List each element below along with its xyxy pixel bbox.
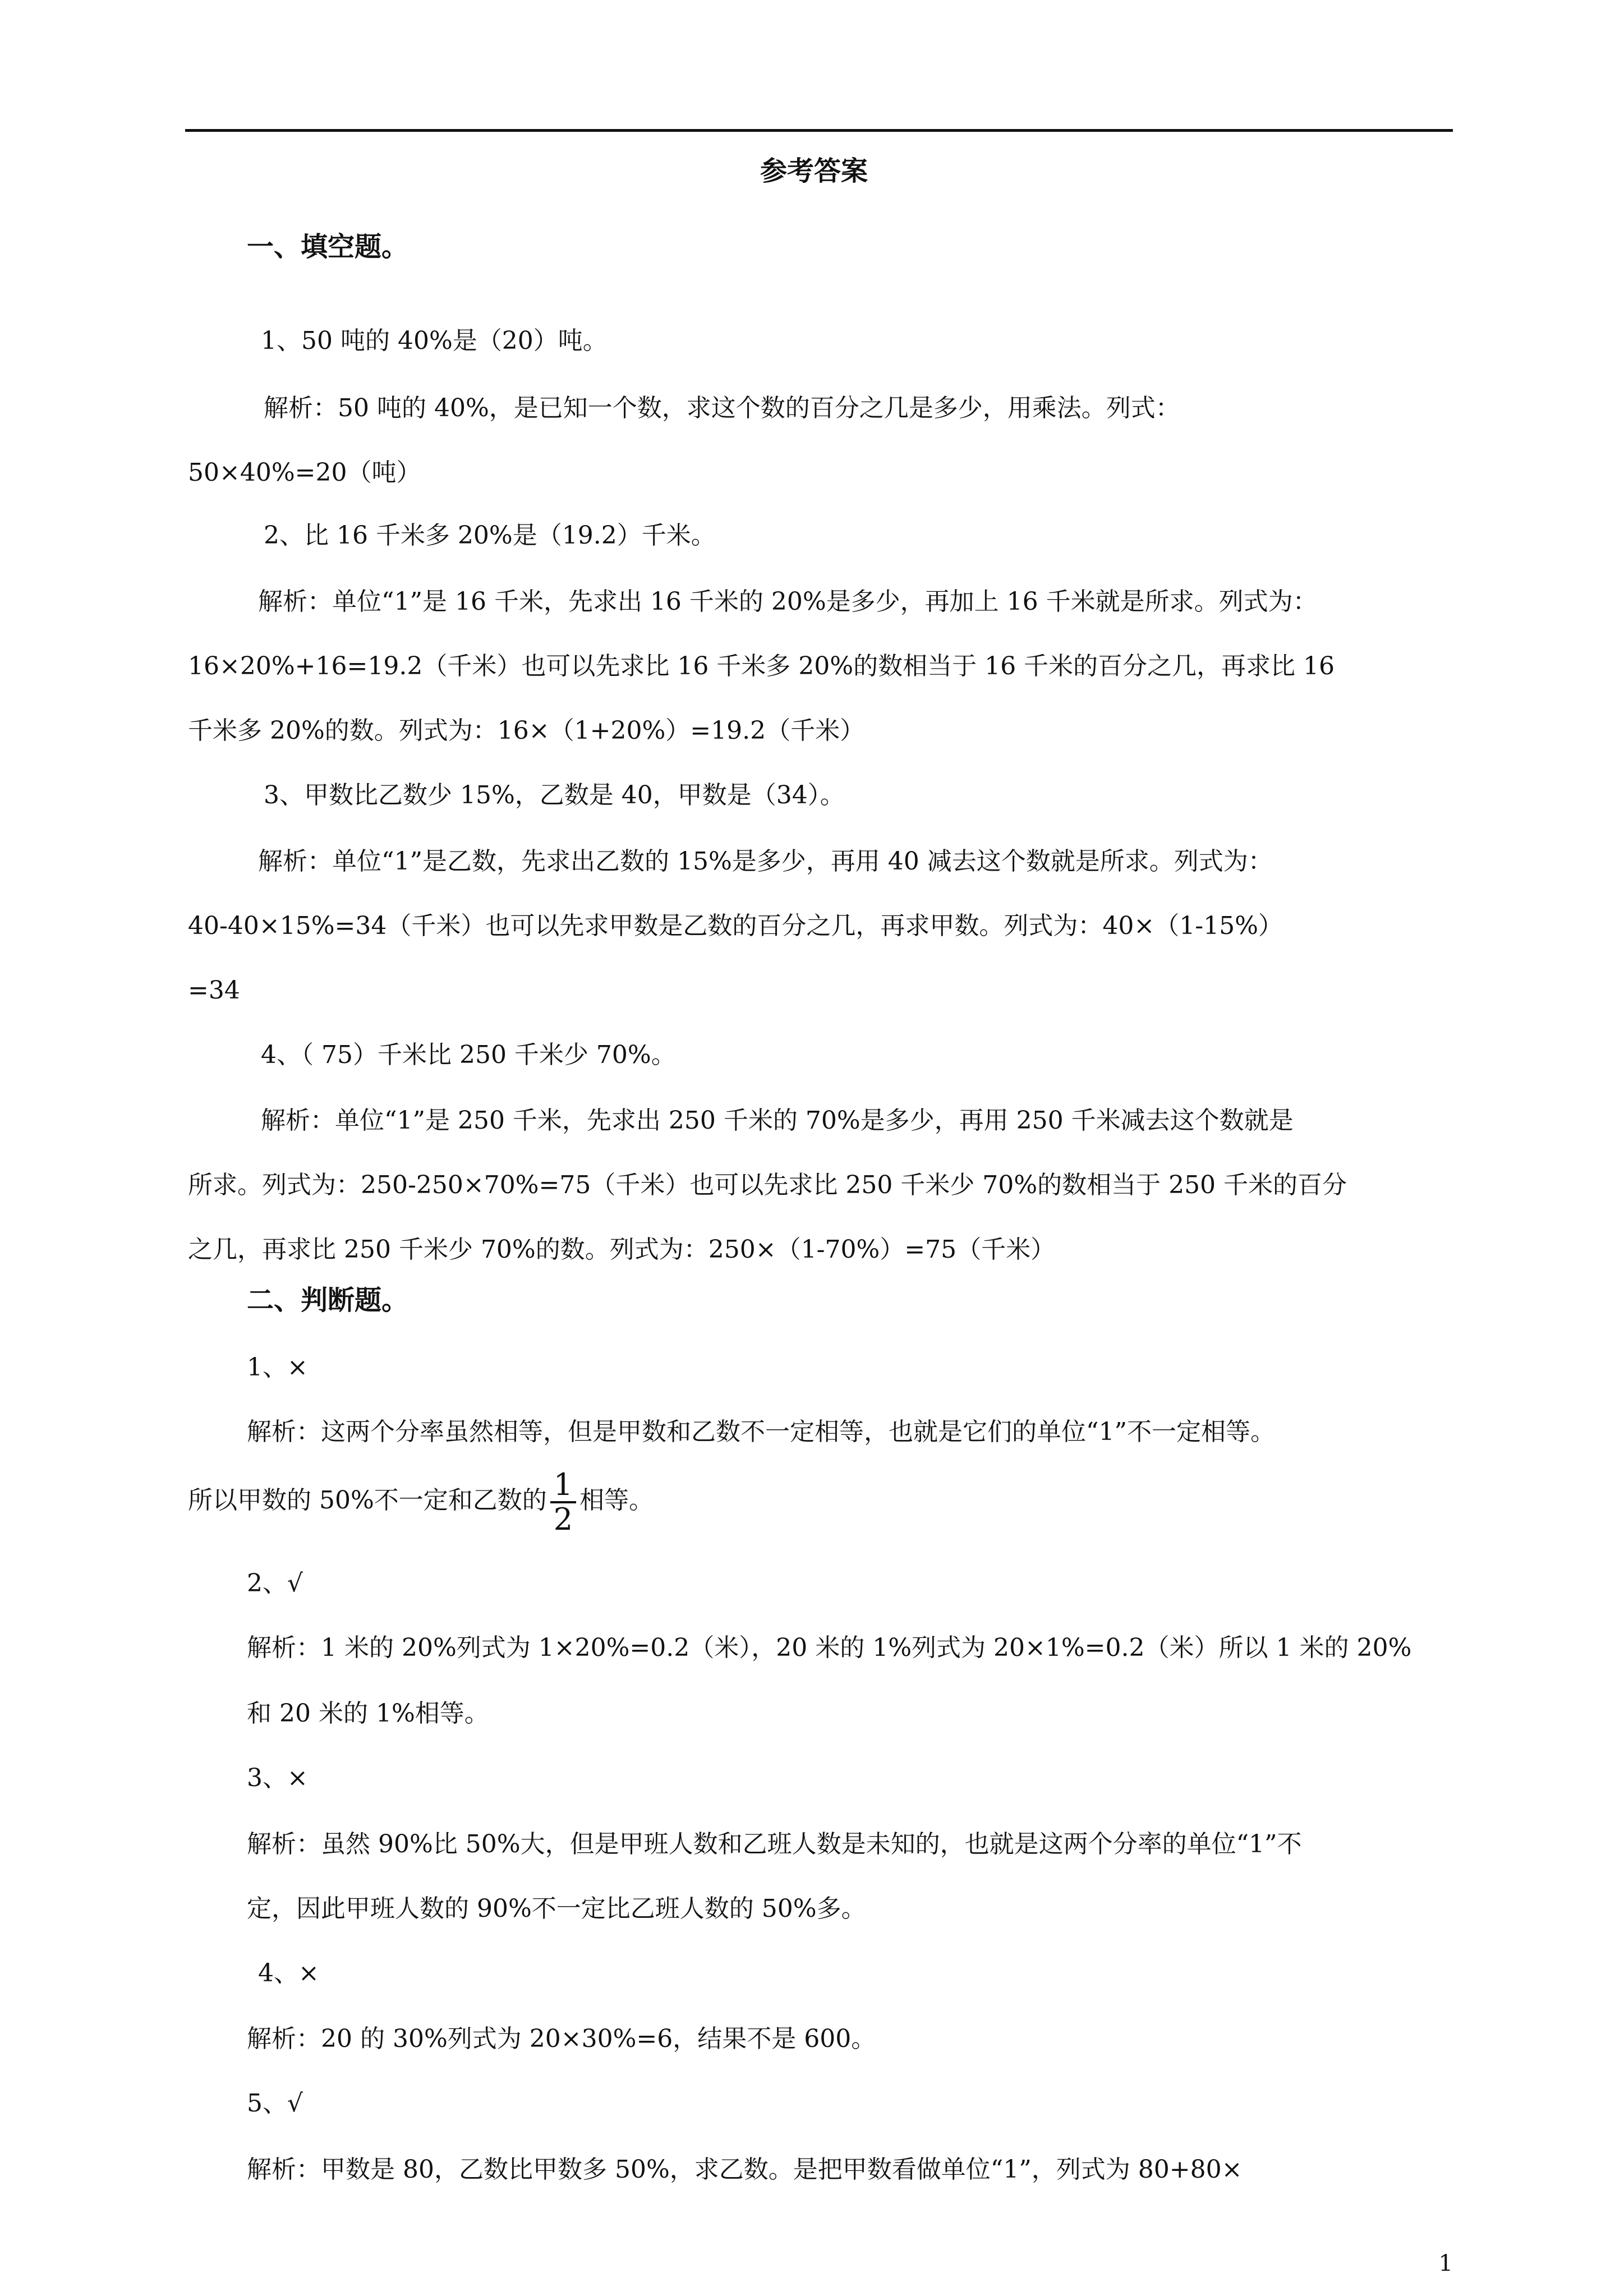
fraction-numerator: 1 [550,1469,576,1503]
judge-5-answer-line-1: 解析：甲数是 80，乙数比甲数多 50%，求乙数。是把甲数看做单位“1”，列式为 80+80× [247,2155,1243,2184]
answer-4-line-2: 所求。列式为：250-250×70%=75（千米）也可以先求比 250 千米少 70%的数相当于 250 千米的百分 [188,1171,1347,1199]
judge-5: 5、√ [247,2089,303,2118]
judge-4-answer-line-1: 解析：20 的 30%列式为 20×30%=6，结果不是 600。 [247,2024,876,2053]
judge-2-answer-line-2: 和 20 米的 1%相等。 [247,1699,489,1728]
answer-2-line-3: 千米多 20%的数。列式为：16×（1+20%）=19.2（千米） [188,716,865,745]
judge-3: 3、× [247,1764,308,1792]
fraction-denominator: 2 [553,1501,573,1537]
section-heading-fill-blank: 一、填空题。 [247,231,409,263]
answer-3-line-2: 40-40×15%=34（千米）也可以先求甲数是乙数的百分之几，再求甲数。列式为：40×（1-15%） [188,912,1283,940]
answer-4-line-3: 之几，再求比 250 千米少 70%的数。列式为：250×（1-70%）=75（千米） [188,1235,1056,1264]
page-number: 1 [1438,2251,1453,2276]
section-heading-true-false: 二、判断题。 [247,1285,409,1316]
judge-1-answer-line-1: 解析：这两个分率虽然相等，但是甲数和乙数不一定相等，也就是它们的单位“1”不一定相等。 [247,1418,1275,1446]
answer-4-line-1: 解析：单位“1”是 250 千米，先求出 250 千米的 70%是多少，再用 250 千米减去这个数就是 [261,1106,1294,1135]
header-rule [185,129,1453,132]
judge-2-answer-line-1: 解析：1 米的 20%列式为 1×20%=0.2（米），20 米的 1%列式为 20×1%=0.2（米）所以 1 米的 20% [247,1634,1412,1662]
judge-1-answer-line-2 [188,1464,654,1537]
answer-3-line-1: 解析：单位“1”是乙数，先求出乙数的 15%是多少，再用 40 减去这个数就是所求。列式为： [258,847,1273,876]
question-3: 3、甲数比乙数少 15%，乙数是 40，甲数是（34）。 [264,781,845,809]
judge-1-answer-text-pre: 所以甲数的 50%不一定和乙数的 [188,1486,547,1515]
answer-3-line-3: =34 [188,976,240,1005]
answer-2-line-1: 解析：单位“1”是 16 千米，先求出 16 千米的 20%是多少，再加上 16 千米就是所求。列式为： [258,587,1318,616]
answer-1-line-2: 50×40%=20（吨） [188,458,421,487]
question-2: 2、比 16 千米多 20%是（19.2）千米。 [264,521,716,550]
judge-3-answer-line-2: 定，因此甲班人数的 90%不一定比乙班人数的 50%多。 [247,1894,866,1923]
judge-3-answer-line-1: 解析：虽然 90%比 50%大，但是甲班人数和乙班人数是未知的，也就是这两个分率的单位“1”不 [247,1830,1302,1858]
judge-4: 4、× [258,1959,319,1987]
judge-2: 2、√ [247,1569,303,1598]
page-title: 参考答案 [760,155,868,187]
question-1: 1、50 吨的 40%是（20）吨。 [261,326,608,355]
answer-1-line-1: 解析：50 吨的 40%，是已知一个数，求这个数的百分之几是多少，用乘法。列式： [264,394,1180,422]
fraction-one-half [550,1466,576,1537]
question-4: 4、（ 75）千米比 250 千米少 70%。 [261,1041,676,1069]
judge-1: 1、× [247,1353,308,1382]
judge-1-answer-text-post: 相等。 [579,1486,654,1515]
answer-2-line-2: 16×20%+16=19.2（千米）也可以先求比 16 千米多 20%的数相当于 16 千米的百分之几，再求比 16 [188,652,1335,680]
